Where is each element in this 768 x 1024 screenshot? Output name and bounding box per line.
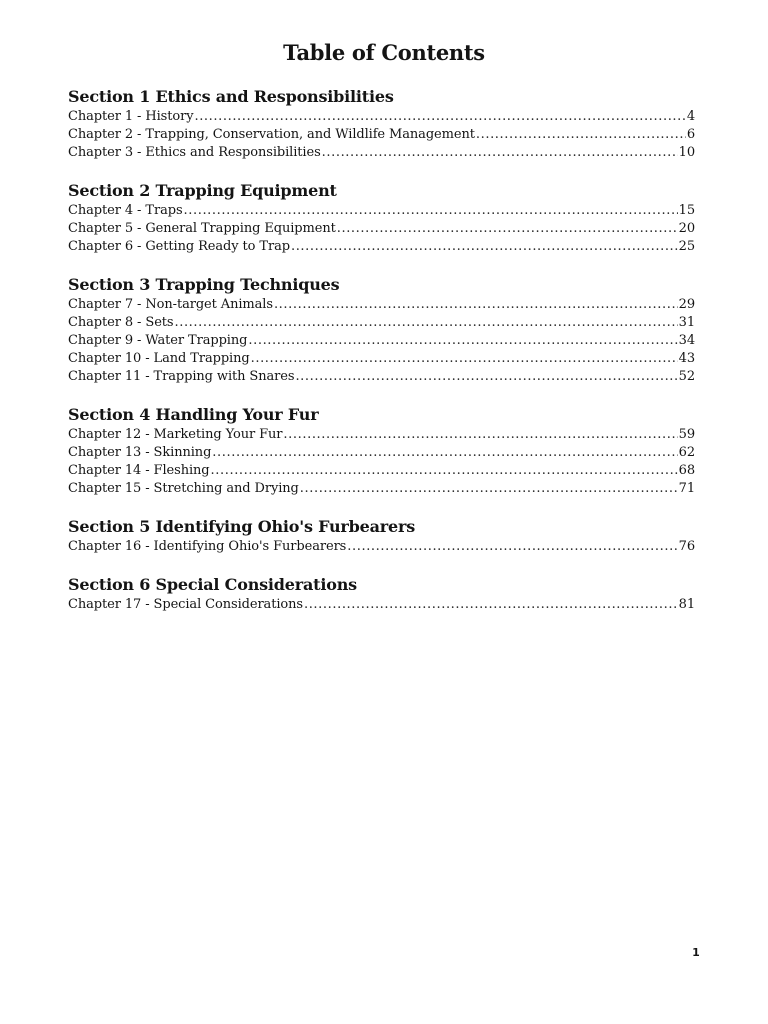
toc-entry: [68, 238, 695, 256]
chapter-page: 43: [678, 351, 695, 366]
chapter-title: Chapter 1 - History: [68, 109, 194, 124]
page-title: Table of Contents: [283, 40, 485, 65]
toc-entry: [68, 144, 695, 162]
table-of-contents: [68, 86, 695, 632]
dot-leader: [322, 144, 678, 162]
chapter-page: 71: [678, 481, 695, 496]
toc-section: [68, 86, 695, 162]
toc-entry: [68, 368, 695, 386]
chapter-page: 15: [678, 203, 695, 218]
chapter-title: Chapter 8 - Sets: [68, 315, 174, 330]
chapter-page: 4: [686, 109, 695, 124]
chapter-title: Chapter 12 - Marketing Your Fur: [68, 427, 283, 442]
toc-entry: [68, 426, 695, 444]
toc-entry: [68, 314, 695, 332]
toc-section: [68, 516, 695, 556]
toc-entry: [68, 462, 695, 480]
dot-leader: [476, 126, 686, 144]
dot-leader: [300, 480, 678, 498]
dot-leader: [291, 238, 678, 256]
chapter-page: 68: [678, 463, 695, 478]
section-heading: Section 1 Ethics and Responsibilities: [68, 87, 394, 106]
section-heading: Section 2 Trapping Equipment: [68, 181, 337, 200]
dot-leader: [248, 332, 677, 350]
chapter-title: Chapter 9 - Water Trapping: [68, 333, 248, 348]
dot-leader: [211, 462, 678, 480]
toc-entry: [68, 296, 695, 314]
chapter-page: 34: [678, 333, 695, 348]
toc-entry: [68, 350, 695, 368]
chapter-title: Chapter 7 - Non-target Animals: [68, 297, 273, 312]
chapter-title: Chapter 3 - Ethics and Responsibilities: [68, 145, 321, 160]
chapter-page: 52: [678, 369, 695, 384]
section-heading: Section 5 Identifying Ohio's Furbearers: [68, 517, 416, 536]
dot-leader: [337, 220, 678, 238]
section-heading: Section 3 Trapping Techniques: [68, 275, 340, 294]
dot-leader: [304, 596, 678, 614]
chapter-page: 81: [678, 597, 695, 612]
chapter-title: Chapter 16 - Identifying Ohio's Furbearers: [68, 539, 347, 554]
toc-section: [68, 404, 695, 498]
dot-leader: [194, 108, 685, 126]
toc-entry: [68, 444, 695, 462]
chapter-title: Chapter 13 - Skinning: [68, 445, 212, 460]
chapter-title: Chapter 14 - Fleshing: [68, 463, 210, 478]
toc-entry: [68, 332, 695, 350]
toc-entry: [68, 538, 695, 556]
chapter-page: 10: [678, 145, 695, 160]
toc-entry: [68, 202, 695, 220]
toc-section: [68, 274, 695, 386]
toc-entry: [68, 108, 695, 126]
dot-leader: [274, 296, 678, 314]
dot-leader: [184, 202, 678, 220]
chapter-title: Chapter 15 - Stretching and Drying: [68, 481, 299, 496]
dot-leader: [212, 444, 677, 462]
chapter-page: 25: [678, 239, 695, 254]
chapter-page: 59: [678, 427, 695, 442]
chapter-page: 62: [678, 445, 695, 460]
chapter-title: Chapter 4 - Traps: [68, 203, 183, 218]
toc-entry: [68, 480, 695, 498]
dot-leader: [283, 426, 677, 444]
chapter-page: 6: [686, 127, 695, 142]
chapter-title: Chapter 17 - Special Considerations: [68, 597, 303, 612]
chapter-title: Chapter 6 - Getting Ready to Trap: [68, 239, 290, 254]
toc-entry: [68, 596, 695, 614]
toc-section: [68, 574, 695, 614]
page-number: 1: [692, 946, 700, 959]
dot-leader: [347, 538, 677, 556]
dot-leader: [251, 350, 678, 368]
chapter-page: 20: [678, 221, 695, 236]
toc-entry: [68, 220, 695, 238]
chapter-page: 29: [678, 297, 695, 312]
toc-entry: [68, 126, 695, 144]
chapter-title: Chapter 11 - Trapping with Snares: [68, 369, 295, 384]
chapter-page: 31: [678, 315, 695, 330]
section-heading: Section 4 Handling Your Fur: [68, 405, 319, 424]
dot-leader: [174, 314, 677, 332]
dot-leader: [295, 368, 677, 386]
chapter-title: Chapter 5 - General Trapping Equipment: [68, 221, 336, 236]
chapter-page: 76: [678, 539, 695, 554]
toc-section: [68, 180, 695, 256]
chapter-title: Chapter 2 - Trapping, Conservation, and Wildlife Management: [68, 127, 475, 142]
section-heading: Section 6 Special Considerations: [68, 575, 357, 594]
chapter-title: Chapter 10 - Land Trapping: [68, 351, 250, 366]
